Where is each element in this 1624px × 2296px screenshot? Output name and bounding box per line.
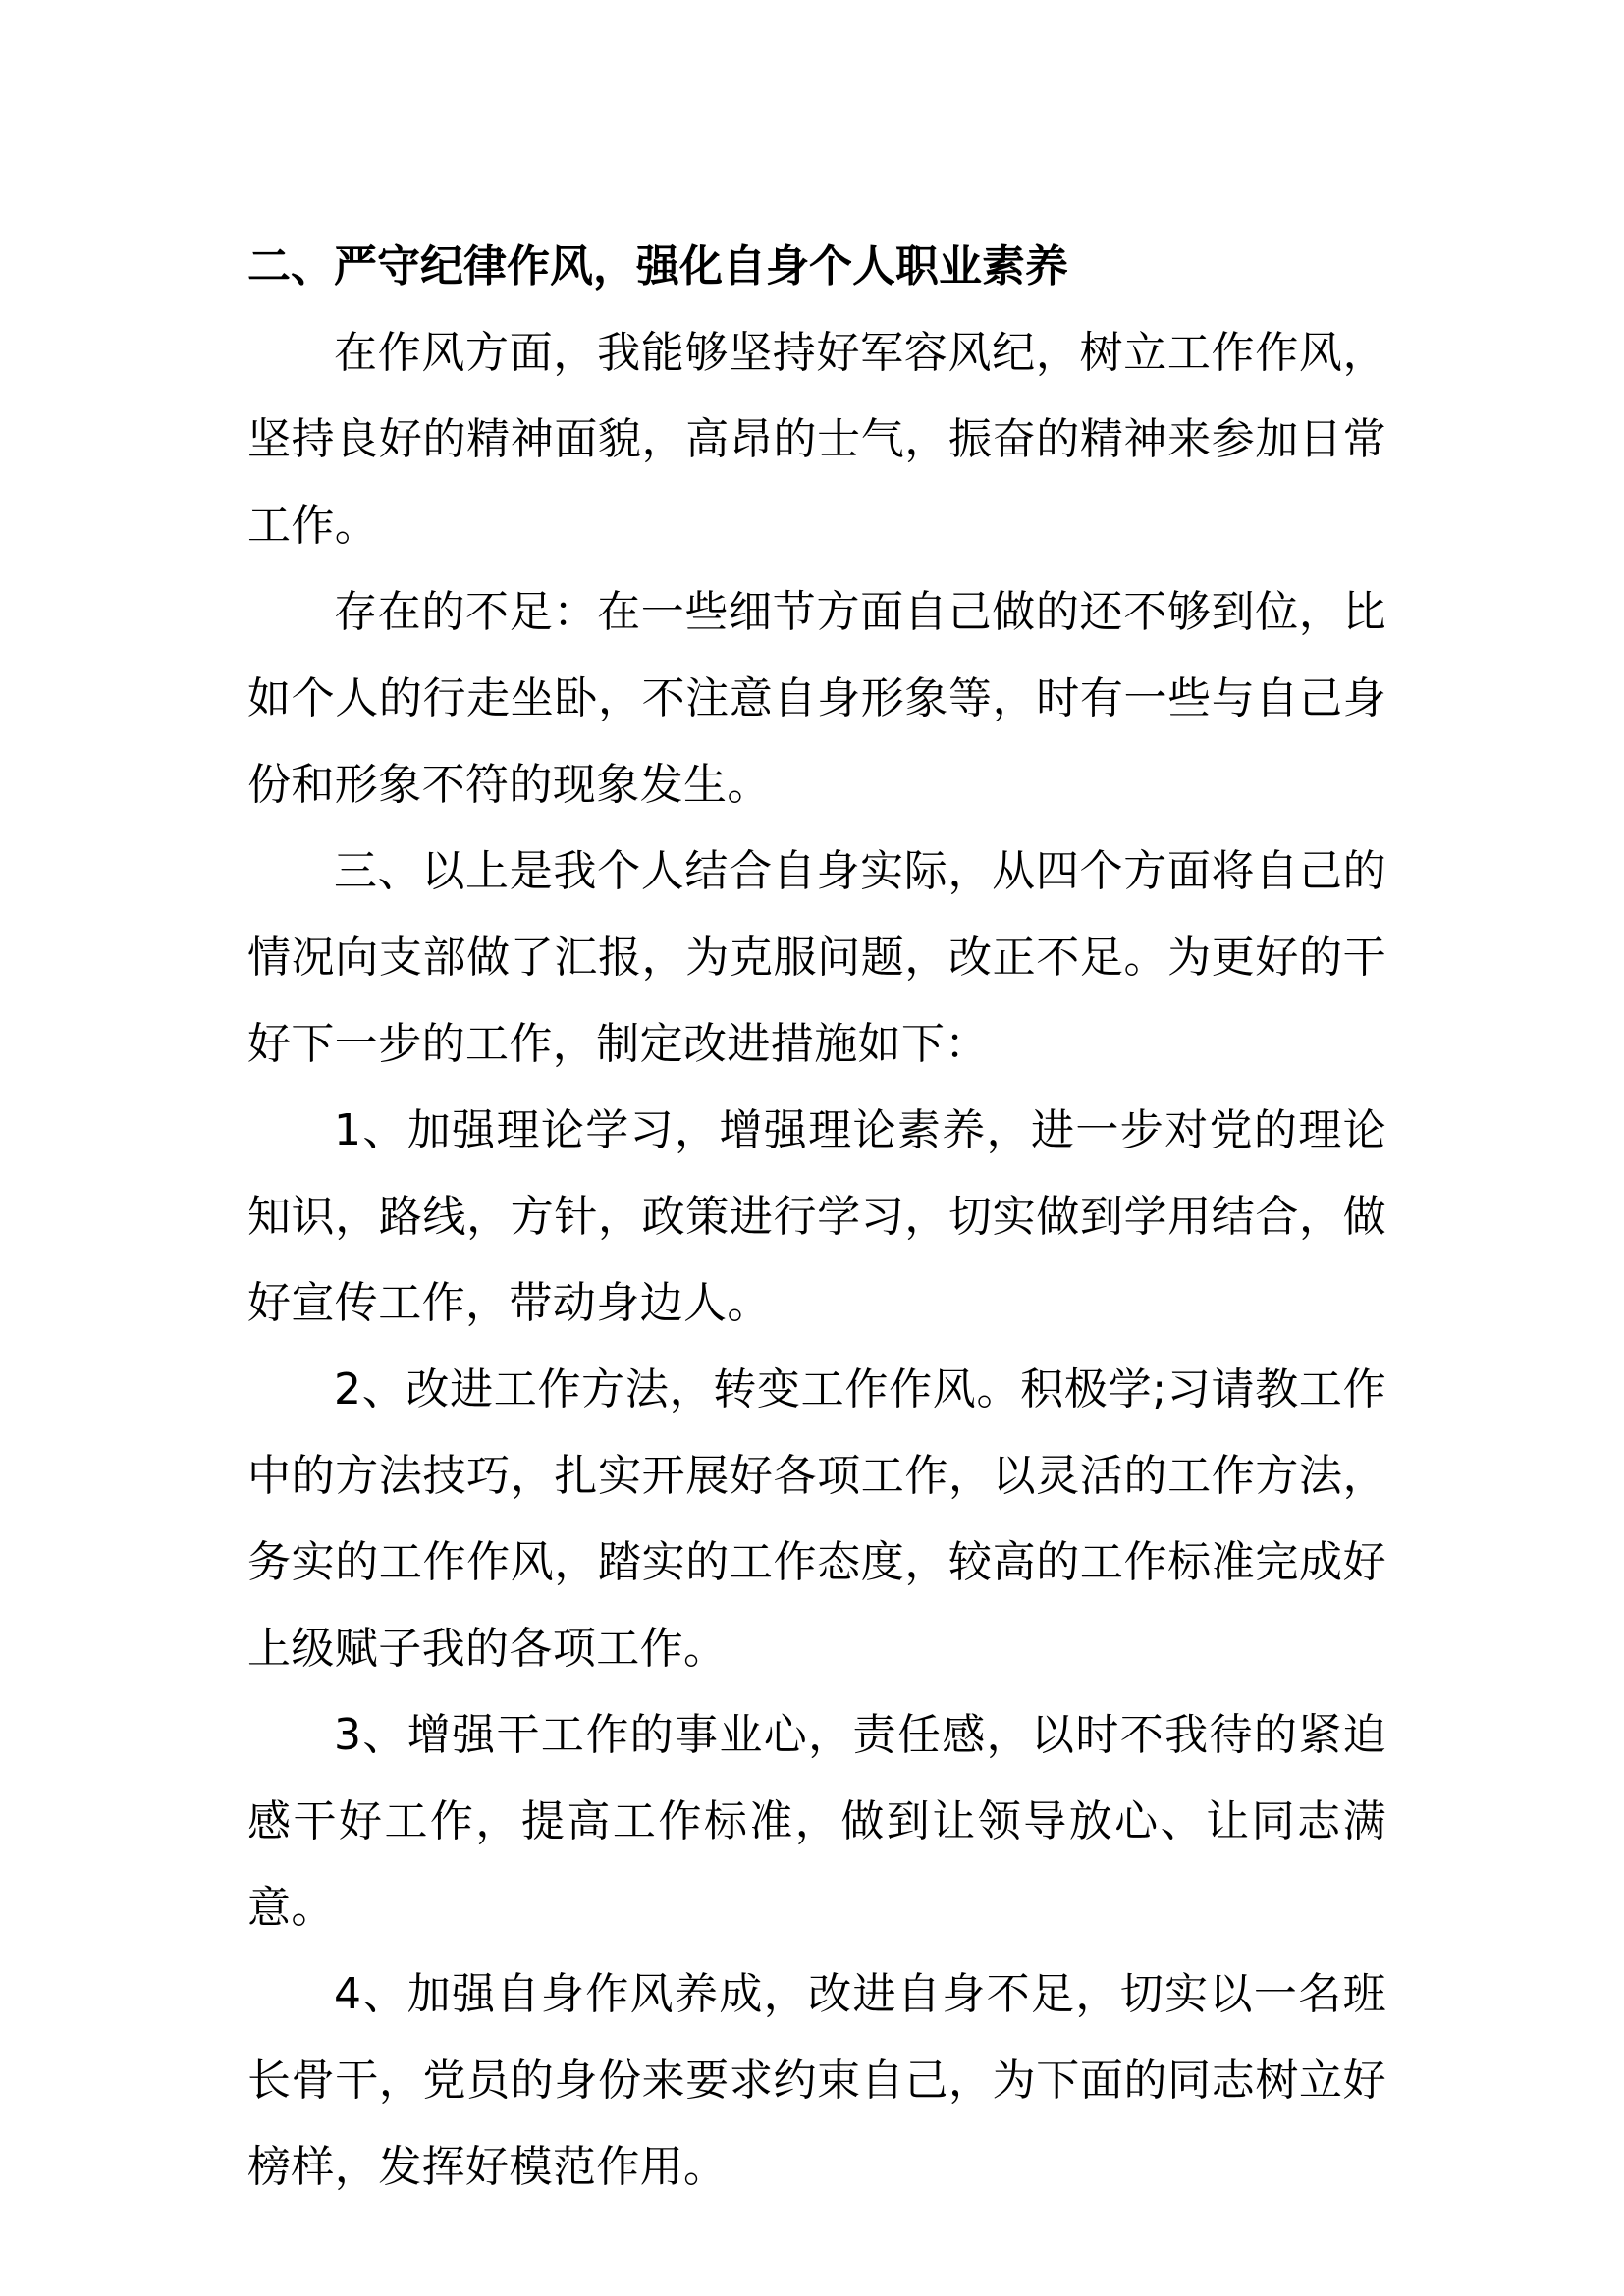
document-body bbox=[247, 224, 1386, 2211]
paragraph-measure-2: 2、改进工作方法，转变工作作风。积极学;习请教工作中的方法技巧，扎实开展好各项工作，以灵活的工作方法，务实的工作作风，踏实的工作态度，较高的工作标准完成好上级赋子我的各项工作。 bbox=[247, 1364, 1386, 1674]
paragraph-measure-3: 3、增强干工作的事业心，责任感，以时不我待的紧迫感干好工作，提高工作标准，做到让领导放心、让同志满意。 bbox=[247, 1710, 1386, 1933]
paragraph-shortcomings: 存在的不足：在一些细节方面自己做的还不够到位，比如个人的行走坐卧，不注意自身形象等，时有一些与自己身份和形象不符的现象发生。 bbox=[247, 587, 1386, 810]
paragraph-measure-4: 4、加强自身作风养成，改进自身不足，切实以一名班长骨干，党员的身份来要求约束自己，为下面的同志树立好榜样，发挥好模范作用。 bbox=[247, 1969, 1386, 2192]
paragraph-measure-1: 1、加强理论学习，增强理论素养，进一步对党的理论知识，路线，方针，政策进行学习，切实做到学用结合，做好宣传工作，带动身边人。 bbox=[247, 1105, 1386, 1328]
paragraph-section-three-intro: 三、以上是我个人结合自身实际，从四个方面将自己的情况向支部做了汇报，为克服问题，改正不足。为更好的干好下一步的工作，制定改进措施如下： bbox=[247, 846, 1386, 1069]
section-heading: 二、严守纪律作风，强化自身个人职业素养 bbox=[247, 241, 1068, 292]
paragraph-work-style: 在作风方面，我能够坚持好军容风纪，树立工作作风，坚持良好的精神面貌，高昂的士气，振奋的精神来参加日常工作。 bbox=[247, 328, 1386, 551]
